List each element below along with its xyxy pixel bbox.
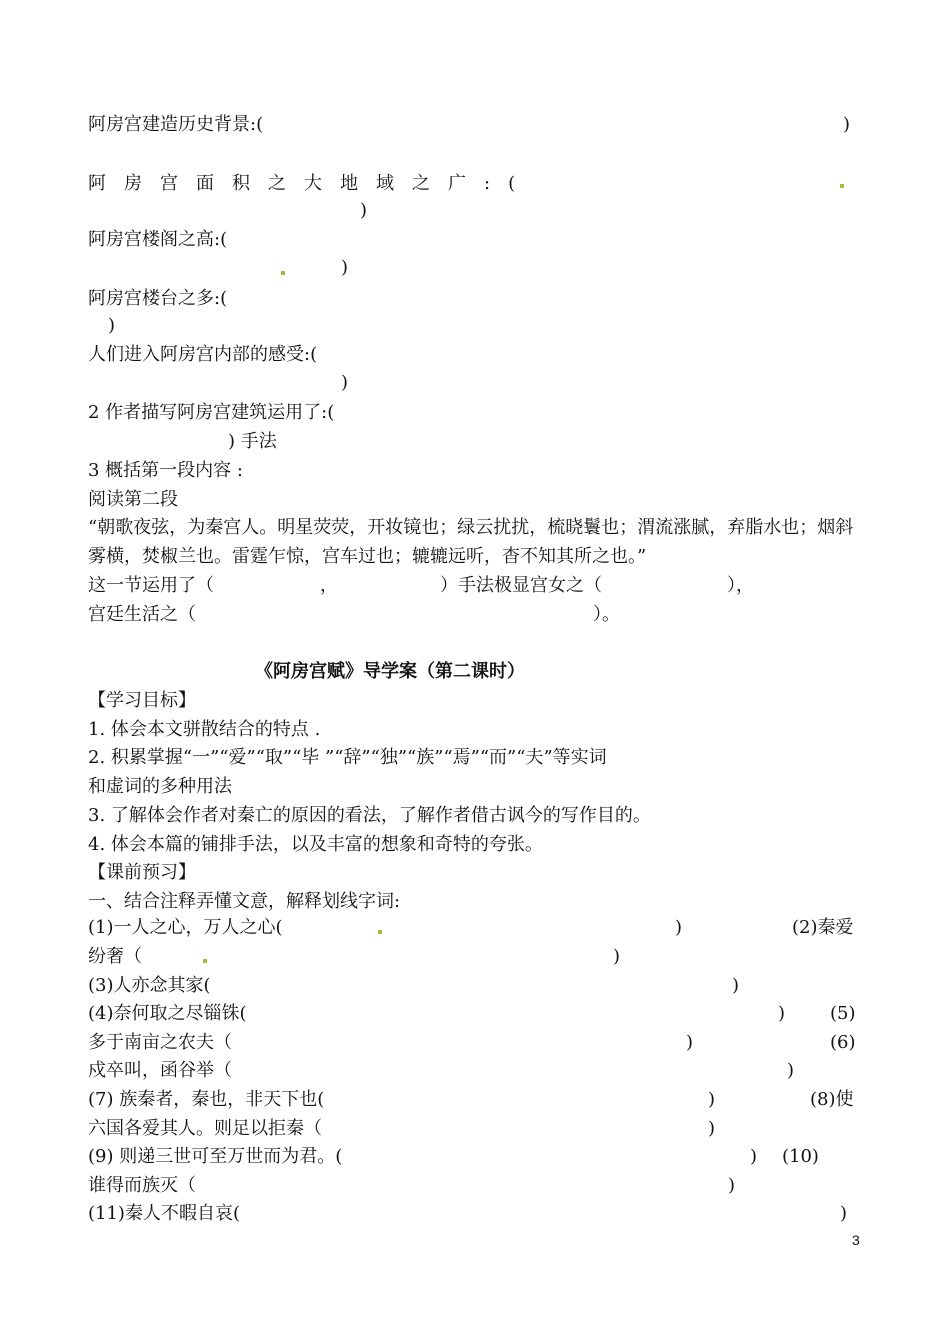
bracket: ) — [341, 257, 349, 278]
text-line: 阿房宫建造历史背景:( — [88, 114, 264, 135]
section-header: 【学习目标】 — [88, 690, 196, 711]
mark-dot — [281, 271, 285, 275]
exercise-item: (6) — [830, 1032, 856, 1053]
text-fragment: ， — [320, 575, 338, 596]
mark-dot — [378, 930, 382, 934]
exercise-item: (2)秦爱 — [792, 917, 854, 938]
quote-line: “朝歌夜弦，为秦宫人。明星荧荧，开妆镜也；绿云扰扰，梳晓鬟也；渭流涨腻，弃脂水也；烟斜 — [88, 517, 854, 538]
text-line: 阿房宫面积之大地域之广:( — [88, 173, 534, 194]
mark-dot — [203, 959, 207, 963]
text-line: 这一节运用了（ — [88, 575, 214, 596]
list-item: 2. 积累掌握“一”“爱”“取”“毕 ”“辞”“独”“族”“焉”“而”“夫”等实词 — [88, 747, 607, 768]
list-item: 4. 体会本篇的铺排手法，以及丰富的想象和奇特的夸张。 — [88, 834, 543, 855]
task-line: 一、结合注释弄懂文意，解释划线字词: — [88, 891, 401, 912]
exercise-item: (5) — [830, 1003, 856, 1024]
text-line: 3 概括第一段内容 : — [88, 460, 243, 481]
section-title: 《阿房宫赋》导学案（第二课时） — [255, 661, 525, 682]
bracket: ) — [686, 1032, 694, 1053]
bracket: ) — [728, 1175, 736, 1196]
exercise-item: 多于南亩之农夫（ — [88, 1032, 232, 1053]
exercise-item: (11)秦人不暇自哀( — [88, 1203, 240, 1224]
bracket: ) — [843, 114, 851, 135]
text-line: 人们进入阿房宫内部的感受:( — [88, 344, 318, 365]
text-fragment: ）手法极显宫女之（ — [440, 575, 602, 596]
exercise-item: (7) 族秦者，秦也，非天下也( — [88, 1089, 325, 1110]
bracket: ) — [613, 946, 621, 967]
text-line: 2 作者描写阿房宫建筑运用了:( — [88, 402, 335, 423]
exercise-item: 戍卒叫，函谷举（ — [88, 1060, 232, 1081]
text-line: 阿房宫楼阁之高:( — [88, 229, 228, 250]
mark-dot — [840, 184, 844, 188]
text-line: 阿房宫楼台之多:( — [88, 288, 228, 309]
bracket: ) — [708, 1089, 716, 1110]
text-line: ) 手法 — [228, 431, 277, 452]
list-item: 1. 体会本文骈散结合的特点 . — [88, 719, 321, 740]
text-line: 阅读第二段 — [88, 489, 178, 510]
bracket: ) — [778, 1003, 786, 1024]
bracket: ) — [675, 917, 683, 938]
text-fragment: ）， — [727, 575, 754, 596]
exercise-item: (1)一人之心，万人之心( — [88, 917, 283, 938]
bracket: ) — [341, 372, 349, 393]
bracket: ) — [708, 1118, 716, 1139]
bracket: ) — [787, 1060, 795, 1081]
text-line: 宫廷生活之（ — [88, 604, 196, 625]
list-item: 3. 了解体会作者对秦亡的原因的看法，了解作者借古讽今的写作目的。 — [88, 805, 651, 826]
bracket: ) — [750, 1146, 758, 1167]
exercise-item: (8)使 — [810, 1089, 854, 1110]
exercise-item: (10) — [782, 1146, 819, 1167]
bracket: ) — [732, 975, 740, 996]
exercise-item: (4)奈何取之尽锱铢( — [88, 1003, 247, 1024]
page-number: 3 — [852, 1232, 860, 1248]
exercise-item: 谁得而族灭（ — [88, 1175, 196, 1196]
text-fragment: ）。 — [593, 604, 620, 625]
section-header: 【课前预习】 — [88, 862, 196, 883]
quote-line: 雾横，焚椒兰也。雷霆乍惊，宫车过也；辘辘远听，杳不知其所之也。” — [88, 546, 647, 567]
list-item: 和虚词的多种用法 — [88, 776, 232, 797]
exercise-item: 纷奢（ — [88, 946, 142, 967]
exercise-item: (9) 则递三世可至万世而为君。( — [88, 1146, 343, 1167]
exercise-item: 六国各爱其人。则足以拒秦（ — [88, 1118, 322, 1139]
exercise-item: (3)人亦念其家( — [88, 975, 211, 996]
bracket: ) — [360, 200, 368, 221]
bracket: ) — [840, 1203, 848, 1224]
bracket: ) — [108, 315, 116, 336]
